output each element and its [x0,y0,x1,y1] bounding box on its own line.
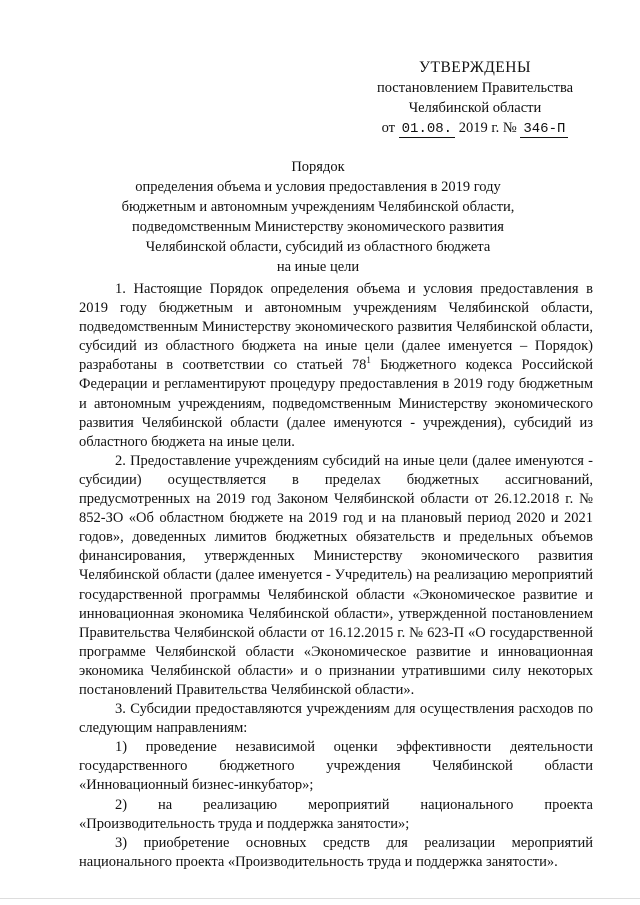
list-item-3: 3) приобретение основных средств для реализации мероприятий национального проекта «Производительность труда и поддержка занятости». [79,834,593,870]
approval-line-2: Челябинской области [408,100,542,116]
page-bottom-edge [0,898,640,899]
document-body [79,280,593,872]
paragraph-1-part-b: Бюджетного кодекса Российской Федерации и регламентируют процедуру предоставления в 2019 году бюджетным и автономным учреждениям, подведомственным Министерству экономического развития Челябинской области (далее именуются - учреждения), субсидий из областного бюджета на иные цели. [79,357,593,450]
approval-date-line [360,118,590,139]
superscript: 1 [366,355,371,366]
list-item-2: 2) на реализацию мероприятий национального проекта «Производительность труда и поддержка занятости»; [79,796,593,832]
title-line-3: бюджетным и автономным учреждениям Челябинской области, [121,199,515,215]
handwritten-date: 01.08. [399,121,455,138]
paragraph-1-part-a: 1. Настоящие Порядок определения объема и условия предоставления в 2019 году бюджетным и автономным учреждениям Челябинской области, подведомственным Министерству экономического развития Челябинской области, субсидий из областного бюджета на иные цели (далее именуется – Порядок) разработаны в соответствии со статьей 78 [79,281,593,374]
list-item-1: 1) проведение независимой оценки эффективности деятельности государственного бюджетного учреждения Челябинской области «Инновационный бизнес-инкубатор»; [79,739,593,794]
title-line-6: на иные цели [276,259,360,275]
date-prefix: от [381,120,396,136]
paragraph-1 [79,280,593,452]
title-line-1: Порядок [291,159,345,175]
handwritten-number: 346-П [520,121,568,138]
document-title [78,157,558,277]
title-line-2: определения объема и условия предоставления в 2019 году [135,179,501,195]
paragraph-3: 3. Субсидии предоставляются учреждениям для осуществления расходов по следующим направлениям: [79,701,593,737]
year-text: 2019 г. № [458,120,517,136]
approval-stamp-block [360,58,590,139]
title-line-5: Челябинской области, субсидий из областного бюджета [145,239,491,255]
approval-line-1: постановлением Правительства [376,80,574,96]
paragraph-2: 2. Предоставление учреждениям субсидий на иные цели (далее именуются - субсидии) осуществляется в пределах бюджетных ассигнований, предусмотренных на 2019 год Законом Челябинской области от 26.12.2018 г. № 852-ЗО «Об областном бюджете на 2019 год и на плановый период 2020 и 2021 годов», доведенных лимитов бюджетных обязательств и предельных объемов финансирования, утвержденных Министерству экономического развития Челябинской области (далее именуется - Учредитель) на реализацию мероприятий государственной программы Челябинской области «Экономическое развитие и инновационная экономика Челябинской области», утвержденной постановлением Правительства Челябинской области от 16.12.2015 г. № 623-П «О государственной программе Челябинской области «Экономическое развитие и инновационная экономика Челябинской области» и о признании утратившими силу некоторых постановлений Правительства Челябинской области». [79,452,593,698]
approval-heading: УТВЕРЖДЕНЫ [419,59,531,76]
title-line-4: подведомственным Министерству экономического развития [132,219,504,235]
